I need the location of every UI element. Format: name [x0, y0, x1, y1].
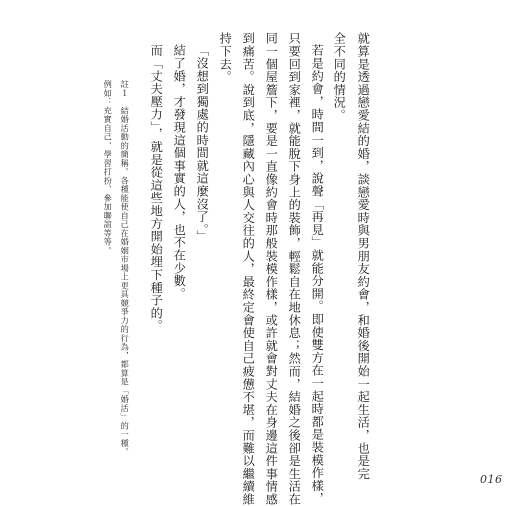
- footnote-text-column: 註１ 結婚活動的簡稱。各種能使自己在婚姻市場上更具競爭力的行為，都算是「婚活」的一種。: [120, 80, 131, 457]
- body-text-column: 全不同的情況。: [332, 32, 347, 122]
- footnote-text-column: 例如：充實自己、學習打扮、參加聯誼等等。: [103, 80, 114, 255]
- body-text-column: 若是約會，時間一到，說聲「再見」就能分開。即使雙方在一起時都是裝模作樣，: [310, 44, 325, 505]
- body-text-column: 而「丈夫壓力」，就是從這些地方開始埋下種子的。: [149, 44, 164, 333]
- body-text-column: 持下去。: [218, 32, 233, 84]
- body-text-column: 「沒想到獨處的時間就這麼沒了。」: [195, 44, 210, 243]
- body-text-column: 就算是透過戀愛結的婚，談戀愛時與男朋友約會，和婚後開始一起生活，也是完: [356, 32, 371, 480]
- body-text-column: 只要回到家裡，就能脫下身上的裝飾，輕鬆自在地休息；然而，結婚之後卻是生活在: [287, 32, 302, 506]
- body-text-column: 同一個屋簷下，要是一直像約會時那般裝模作樣，或許就會對丈夫在身邊這件事情感: [264, 32, 279, 506]
- body-text-column: 結了婚，才發現這個事實的人，也不在少數。: [172, 44, 187, 300]
- body-text-column: 到痛苦。說到底，隱藏內心與人交往的人，最終定會使自己疲憊不堪，而難以繼續維: [241, 32, 256, 506]
- page-number: 016: [480, 473, 503, 486]
